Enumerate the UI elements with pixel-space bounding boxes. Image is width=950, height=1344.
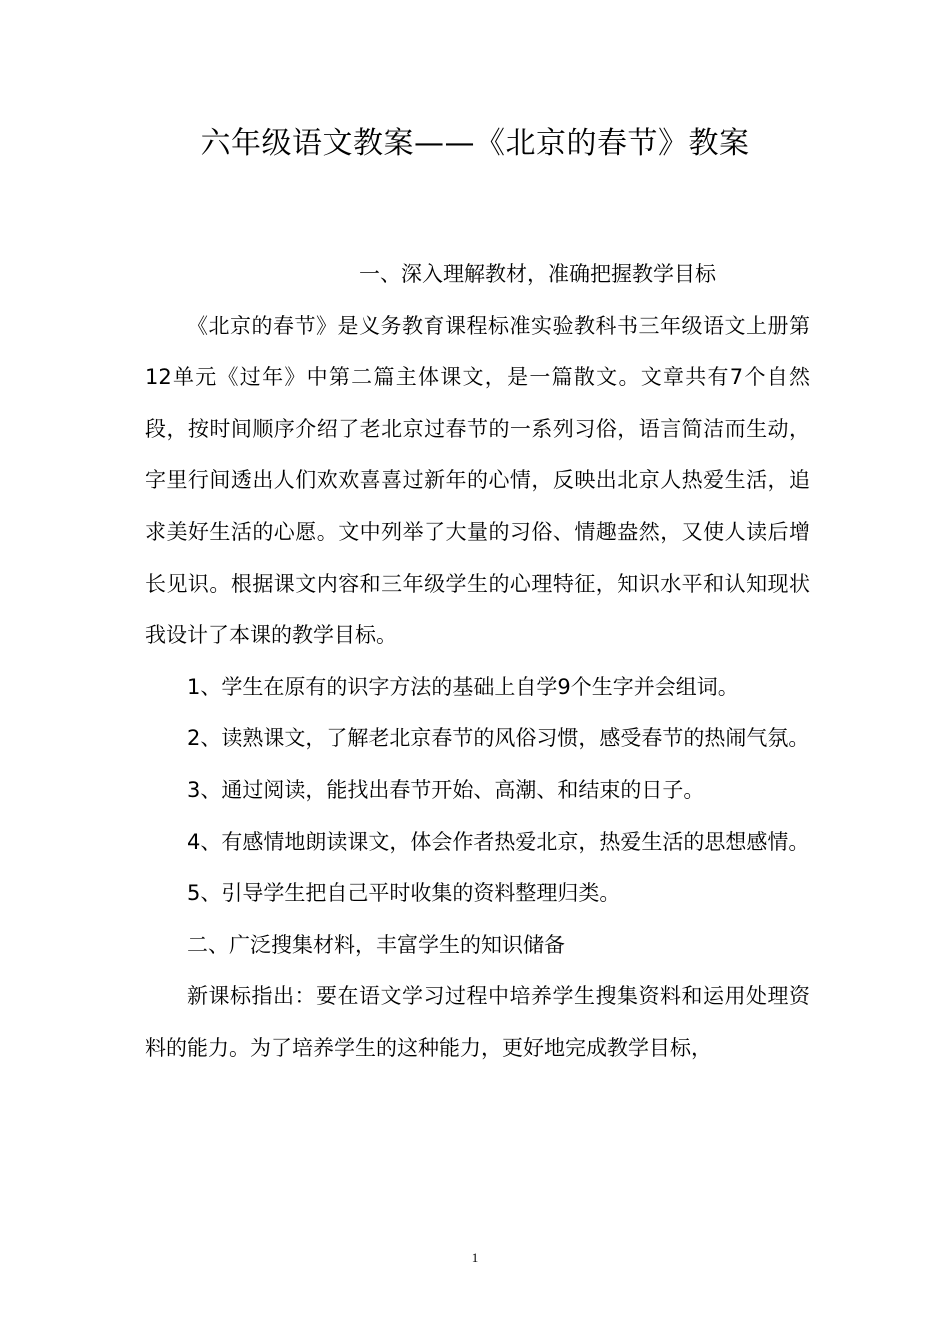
- goal-item-3: 3、通过阅读，能找出春节开始、高潮、和结束的日子。: [187, 777, 705, 802]
- document-body: [145, 249, 810, 1075]
- section-heading-1: 一、深入理解教材，准确把握教学目标: [359, 262, 716, 286]
- goal-item-1: 1、学生在原有的识字方法的基础上自学9个生字并会组词。: [187, 674, 739, 699]
- goal-item-4: 4、有感情地朗读课文，体会作者热爱北京，热爱生活的思想感情。: [187, 829, 810, 854]
- document-title: 六年级语文教案——《北京的春节》教案: [200, 126, 750, 161]
- intro-paragraph: 《北京的春节》是义务教育课程标准实验教科书三年级语文上册第12单元《过年》中第二篇主体课文，是一篇散文。文章共有7个自然段，按时间顺序介绍了老北京过春节的一系列习俗，语言简洁而生动，字里行间透出人们欢欢喜喜过新年的心情，反映出北京人热爱生活，追求美好生活的心愿。文中列举了大量的习俗、情趣盎然，又使人读后增长见识。根据课文内容和三年级学生的心理特征，知识水平和认知现状我设计了本课的教学目标。: [145, 313, 810, 648]
- section-heading-2: 二、广泛搜集材料，丰富学生的知识储备: [187, 932, 565, 957]
- curriculum-paragraph: 新课标指出：要在语文学习过程中培养学生搜集资料和运用处理资料的能力。为了培养学生的这种能力，更好地完成教学目标，: [145, 984, 810, 1060]
- goal-item-2: 2、读熟课文，了解老北京春节的风俗习惯，感受春节的热闹气氛。: [187, 726, 810, 751]
- goal-item-5: 5、引导学生把自己平时收集的资料整理归类。: [187, 881, 621, 906]
- page-number: 1: [471, 1250, 479, 1265]
